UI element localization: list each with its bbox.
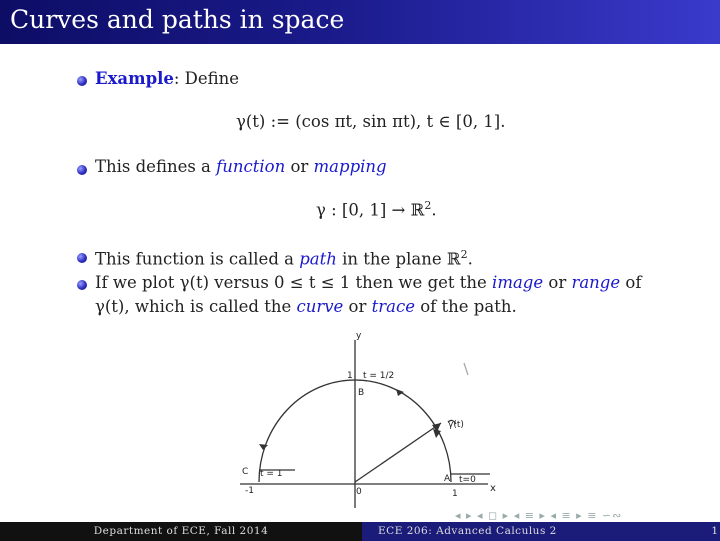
x-axis-label: x xyxy=(490,483,496,494)
t-zero-label: t=0 xyxy=(459,475,476,485)
text-segment: This defines a xyxy=(95,157,217,176)
text-segment: γ(t), which is called the xyxy=(95,297,297,316)
term-curve: curve xyxy=(296,297,344,316)
minus-one-label: -1 xyxy=(245,486,254,496)
origin-label: 0 xyxy=(356,487,362,497)
gamma-t-label: γ(t) xyxy=(448,420,464,430)
stray-mark xyxy=(464,363,468,375)
curve-arrow-left xyxy=(259,444,268,450)
example-rest: : Define xyxy=(173,69,240,88)
text-segment: . xyxy=(467,249,473,269)
example-label: Example xyxy=(95,69,174,88)
equation-gamma: γ(t) := (cos πt, sin πt), t ∈ [0, 1]. xyxy=(236,112,506,131)
text-segment: of xyxy=(620,273,642,292)
eq-main: γ : [0, 1] → ℝ xyxy=(316,200,425,220)
sup-2: 2 xyxy=(460,248,468,261)
plus-one-label: 1 xyxy=(452,489,458,499)
text-segment: This function is called a xyxy=(95,249,300,269)
t-one-label: t = 1 xyxy=(260,469,283,479)
text-segment: or xyxy=(543,273,572,292)
term-path: path xyxy=(299,249,337,269)
footer-course-box xyxy=(362,522,720,541)
t-half-label: t = 1/2 xyxy=(363,371,395,381)
eq-end: . xyxy=(431,200,437,220)
point-a-label: A xyxy=(444,474,451,484)
slide-title: Curves and paths in space xyxy=(10,5,345,34)
term-range: range xyxy=(571,273,621,292)
page-number: 1 xyxy=(711,525,718,537)
point-b-label: B xyxy=(358,388,365,398)
text-segment: in the plane ℝ xyxy=(336,249,461,269)
footer-department: Department of ECE, Fall 2014 xyxy=(93,525,269,537)
text-segment: or xyxy=(343,297,372,316)
footer-bar xyxy=(0,522,720,541)
footer-course: ECE 206: Advanced Calculus 2 xyxy=(378,525,557,537)
term-image: image xyxy=(492,273,544,292)
curve-arrow-upper xyxy=(396,389,404,396)
text-segment: If we plot γ(t) versus 0 ≤ t ≤ 1 then we get the xyxy=(95,273,493,292)
term-mapping: mapping xyxy=(313,157,387,176)
beamer-nav-controls[interactable]: ◂ ▸ ◂ ◻ ▸ ◂ ≡ ▸ ◂ ≡ ▸ ≡ ∽∾ xyxy=(455,509,623,522)
one-top-label: 1 xyxy=(347,371,353,381)
text-segment: of the path. xyxy=(415,297,517,316)
term-function: function xyxy=(216,157,286,176)
eq-sup: 2 xyxy=(424,199,432,212)
text-segment: or xyxy=(285,157,314,176)
y-axis-label: y xyxy=(356,331,362,341)
radius-vector xyxy=(355,423,441,482)
term-trace: trace xyxy=(371,297,415,316)
point-c-label: C xyxy=(242,467,249,477)
